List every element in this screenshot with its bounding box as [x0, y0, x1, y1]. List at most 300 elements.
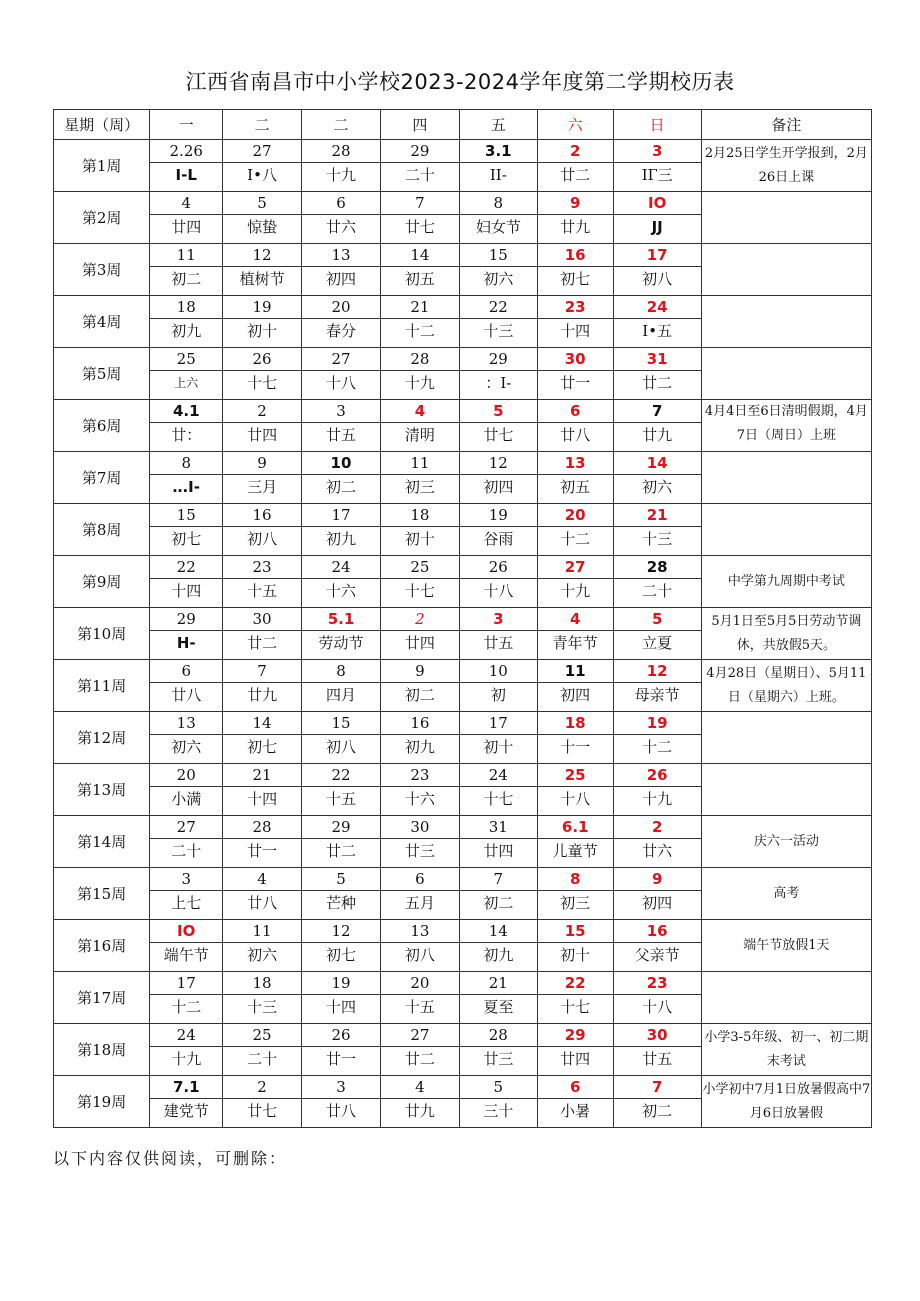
- day-cell-tue: [223, 972, 302, 1024]
- lunar-label: 廿九: [538, 214, 613, 241]
- date-number: 3: [493, 610, 504, 628]
- lunar-label: 初七: [302, 942, 380, 969]
- lunar-label: 初三: [538, 890, 613, 917]
- day-cell-sat: [537, 452, 613, 504]
- lunar-label: II-: [460, 162, 537, 189]
- day-cell-mon: [150, 400, 223, 452]
- week-label: 第10周: [54, 608, 150, 660]
- week-label: 第14周: [54, 816, 150, 868]
- day-cell-wed: [302, 608, 381, 660]
- date-number: 14: [646, 454, 668, 472]
- date-number: 5: [257, 194, 267, 212]
- day-cell-tue: [223, 296, 302, 348]
- date-number: 18: [564, 714, 586, 732]
- date-number: 10: [488, 662, 508, 680]
- date-number: 22: [176, 558, 196, 576]
- header-day-wed: 二: [302, 110, 381, 140]
- lunar-label: 廿三: [460, 1046, 537, 1073]
- lunar-label: 廿四: [381, 630, 459, 657]
- lunar-label: 廿四: [538, 1046, 613, 1073]
- day-cell-wed: [302, 972, 381, 1024]
- day-cell-sat: [537, 608, 613, 660]
- date-number: 21: [488, 974, 508, 992]
- date-number: 6: [181, 662, 191, 680]
- lunar-label: 父亲节: [614, 942, 701, 969]
- lunar-label: 廿二: [614, 370, 701, 397]
- lunar-label: 三十: [460, 1098, 537, 1125]
- date-number: 21: [410, 298, 430, 316]
- lunar-label: 廿八: [302, 1098, 380, 1125]
- lunar-label: 十三: [614, 526, 701, 553]
- day-cell-wed: [302, 660, 381, 712]
- lunar-label: 廿：: [150, 422, 222, 449]
- lunar-label: 初四: [460, 474, 537, 501]
- date-number: 19: [331, 974, 351, 992]
- day-cell-mon: [150, 348, 223, 400]
- day-cell-thu: [380, 504, 459, 556]
- date-number: 27: [410, 1026, 430, 1044]
- day-cell-wed: [302, 192, 381, 244]
- week-label: 第3周: [54, 244, 150, 296]
- footer-note: 以下内容仅供阅读，可删除：: [53, 1149, 288, 1168]
- date-number: 27: [176, 818, 196, 836]
- day-cell-sat: [537, 244, 613, 296]
- lunar-label: 十九: [150, 1046, 222, 1073]
- day-cell-sun: [613, 1076, 701, 1128]
- header-week: 星期（周）: [54, 110, 150, 140]
- lunar-label: 上七: [150, 890, 222, 917]
- date-number: 4: [181, 194, 191, 212]
- lunar-label: 廿五: [614, 1046, 701, 1073]
- day-cell-sun: [613, 712, 701, 764]
- day-cell-tue: [223, 816, 302, 868]
- note-text: 5月1日至5月5日劳动节调休，共放假5天。: [711, 613, 862, 653]
- week-row: [54, 660, 872, 712]
- lunar-label: 初八: [302, 734, 380, 761]
- lunar-label: 初二: [150, 266, 222, 293]
- day-cell-wed: [302, 920, 381, 972]
- date-number: 7: [493, 870, 504, 888]
- date-number: 24: [176, 1026, 196, 1044]
- week-label: 第4周: [54, 296, 150, 348]
- lunar-label: 母亲节: [614, 682, 701, 709]
- date-number: 9: [257, 454, 267, 472]
- week-row: [54, 1024, 872, 1076]
- note-cell: [701, 1076, 871, 1128]
- day-cell-fri: [459, 660, 537, 712]
- day-cell-sun: [613, 1024, 701, 1076]
- week-label: 第19周: [54, 1076, 150, 1128]
- lunar-label: 十七: [223, 370, 301, 397]
- lunar-label: ‥.I-: [150, 474, 222, 501]
- week-row: [54, 504, 872, 556]
- day-cell-mon: [150, 452, 223, 504]
- day-cell-sun: [613, 660, 701, 712]
- day-cell-sat: [537, 348, 613, 400]
- day-cell-thu: [380, 764, 459, 816]
- day-cell-sat: [537, 660, 613, 712]
- lunar-label: 初十: [460, 734, 537, 761]
- lunar-label: 十四: [302, 994, 380, 1021]
- date-number: 28: [410, 350, 430, 368]
- lunar-label: 立夏: [614, 630, 701, 657]
- day-cell-sun: [613, 244, 701, 296]
- day-cell-tue: [223, 868, 302, 920]
- school-calendar-table: [53, 109, 872, 1128]
- note-cell: [701, 296, 871, 348]
- note-cell: [701, 140, 871, 192]
- day-cell-wed: [302, 452, 381, 504]
- date-number: 5: [493, 402, 504, 420]
- date-number: 15: [176, 506, 196, 524]
- lunar-label: 十三: [460, 318, 537, 345]
- date-number: 20: [410, 974, 430, 992]
- lunar-label: 初五: [381, 266, 459, 293]
- date-number: 2: [257, 402, 267, 420]
- week-label: 第2周: [54, 192, 150, 244]
- note-text: [702, 296, 871, 347]
- date-number: 6: [569, 402, 581, 420]
- date-number: 30: [410, 818, 430, 836]
- lunar-label: 十二: [614, 734, 701, 761]
- date-number: 17: [488, 714, 508, 732]
- date-number: 12: [488, 454, 508, 472]
- date-number: 8: [181, 454, 191, 472]
- date-number: 29: [176, 610, 196, 628]
- note-text: [702, 712, 871, 763]
- day-cell-sun: [613, 348, 701, 400]
- lunar-label: 十八: [460, 578, 537, 605]
- week-label: 第8周: [54, 504, 150, 556]
- week-row: [54, 972, 872, 1024]
- header-day-sat: 六: [537, 110, 613, 140]
- lunar-label: 初九: [381, 734, 459, 761]
- week-label: 第12周: [54, 712, 150, 764]
- day-cell-thu: [380, 1024, 459, 1076]
- lunar-label: IГ三: [614, 162, 701, 189]
- day-cell-tue: [223, 348, 302, 400]
- week-label: 第11周: [54, 660, 150, 712]
- header-notes: 备注: [701, 110, 871, 140]
- date-number: 13: [331, 246, 351, 264]
- note-text: [702, 348, 871, 399]
- lunar-label: 十三: [223, 994, 301, 1021]
- date-number: 14: [488, 922, 508, 940]
- lunar-label: I•五: [614, 318, 701, 345]
- lunar-label: 廿五: [460, 630, 537, 657]
- day-cell-thu: [380, 712, 459, 764]
- note-cell: [701, 868, 871, 920]
- date-number: 22: [331, 766, 351, 784]
- day-cell-mon: [150, 660, 223, 712]
- day-cell-fri: [459, 296, 537, 348]
- day-cell-sat: [537, 400, 613, 452]
- lunar-label: 廿四: [223, 422, 301, 449]
- note-text: 庆六一活动: [753, 833, 819, 849]
- day-cell-tue: [223, 1076, 302, 1128]
- week-row: [54, 712, 872, 764]
- lunar-label: JJ: [614, 214, 701, 241]
- date-number: 26: [331, 1026, 351, 1044]
- lunar-label: 廿一: [223, 838, 301, 865]
- note-cell: [701, 400, 871, 452]
- date-number: IO: [648, 194, 667, 212]
- date-number: 22: [564, 974, 586, 992]
- date-number: 16: [410, 714, 430, 732]
- lunar-label: 初七: [538, 266, 613, 293]
- week-row: [54, 868, 872, 920]
- date-number: 2: [651, 818, 663, 836]
- lunar-label: 建党节: [150, 1098, 222, 1125]
- date-number: 25: [410, 558, 430, 576]
- lunar-label: 初四: [302, 266, 380, 293]
- note-text: 端午节放假1天: [743, 937, 830, 953]
- day-cell-mon: [150, 868, 223, 920]
- day-cell-thu: [380, 972, 459, 1024]
- date-number: 26: [488, 558, 508, 576]
- lunar-label: 初七: [223, 734, 301, 761]
- day-cell-thu: [380, 608, 459, 660]
- date-number: 12: [331, 922, 351, 940]
- day-cell-wed: [302, 296, 381, 348]
- lunar-label: 十七: [460, 786, 537, 813]
- header-row: [54, 110, 872, 140]
- note-text: 高考: [773, 885, 800, 901]
- day-cell-sat: [537, 1024, 613, 1076]
- lunar-label: 初四: [538, 682, 613, 709]
- date-number: 3: [336, 402, 346, 420]
- lunar-label: 初八: [223, 526, 301, 553]
- date-number: 26: [646, 766, 668, 784]
- date-number: 3.1: [485, 142, 512, 160]
- lunar-label: 三月: [223, 474, 301, 501]
- lunar-label: 初五: [538, 474, 613, 501]
- lunar-label: 上六: [150, 370, 222, 397]
- week-label: 第13周: [54, 764, 150, 816]
- lunar-label: 初十: [538, 942, 613, 969]
- day-cell-sun: [613, 972, 701, 1024]
- day-cell-sat: [537, 140, 613, 192]
- lunar-label: 五月: [381, 890, 459, 917]
- lunar-label: 十九: [381, 370, 459, 397]
- lunar-label: 廿六: [302, 214, 380, 241]
- note-text: 小学初中7月1日放暑假高中7月6日放暑假: [702, 1081, 871, 1121]
- day-cell-fri: [459, 712, 537, 764]
- day-cell-thu: [380, 400, 459, 452]
- date-number: 21: [252, 766, 272, 784]
- note-text: 小学3-5年级、初一、初二期末考试: [704, 1029, 869, 1069]
- lunar-label: 十一: [538, 734, 613, 761]
- day-cell-sun: [613, 556, 701, 608]
- date-number: 29: [564, 1026, 586, 1044]
- date-number: 16: [564, 246, 586, 264]
- day-cell-sat: [537, 920, 613, 972]
- date-number: 22: [488, 298, 508, 316]
- day-cell-fri: [459, 972, 537, 1024]
- date-number: 6: [336, 194, 346, 212]
- day-cell-sun: [613, 452, 701, 504]
- lunar-label: 十九: [614, 786, 701, 813]
- date-number: 3: [181, 870, 191, 888]
- date-number: 13: [410, 922, 430, 940]
- date-number: 7: [257, 662, 267, 680]
- day-cell-sun: [613, 504, 701, 556]
- date-number: 23: [646, 974, 668, 992]
- lunar-label: 廿七: [460, 422, 537, 449]
- lunar-label: 廿七: [223, 1098, 301, 1125]
- date-number: 18: [176, 298, 196, 316]
- day-cell-mon: [150, 1024, 223, 1076]
- lunar-label: 十五: [302, 786, 380, 813]
- date-number: 7: [415, 194, 425, 212]
- date-number: 6.1: [561, 818, 589, 836]
- lunar-label: 惊蛰: [223, 214, 301, 241]
- lunar-label: 初二: [381, 682, 459, 709]
- date-number: 25: [564, 766, 586, 784]
- date-number: 17: [331, 506, 351, 524]
- lunar-label: 廿四: [460, 838, 537, 865]
- lunar-label: 初三: [381, 474, 459, 501]
- day-cell-thu: [380, 452, 459, 504]
- lunar-label: 青年节: [538, 630, 613, 657]
- day-cell-wed: [302, 140, 381, 192]
- day-cell-sat: [537, 972, 613, 1024]
- note-cell: [701, 972, 871, 1024]
- note-text: [702, 452, 871, 503]
- day-cell-mon: [150, 192, 223, 244]
- day-cell-tue: [223, 1024, 302, 1076]
- lunar-label: 十二: [150, 994, 222, 1021]
- date-number: 26: [252, 350, 272, 368]
- date-number: 10: [330, 454, 352, 472]
- lunar-label: 廿一: [302, 1046, 380, 1073]
- day-cell-sat: [537, 816, 613, 868]
- date-number: 8: [569, 870, 581, 888]
- day-cell-wed: [302, 868, 381, 920]
- day-cell-fri: [459, 1024, 537, 1076]
- lunar-label: 廿二: [302, 838, 380, 865]
- note-cell: [701, 608, 871, 660]
- day-cell-tue: [223, 712, 302, 764]
- note-text: 4月28日（星期日）、5月11日（星期六）上班。: [706, 665, 867, 705]
- note-cell: [701, 348, 871, 400]
- date-number: 7.1: [172, 1078, 200, 1096]
- lunar-label: I-L: [150, 162, 222, 189]
- day-cell-sat: [537, 504, 613, 556]
- week-row: [54, 608, 872, 660]
- date-number: 5.1: [327, 610, 355, 628]
- lunar-label: 初九: [150, 318, 222, 345]
- lunar-label: ：I-: [460, 370, 537, 397]
- date-number: 29: [410, 142, 430, 160]
- lunar-label: 夏至: [460, 994, 537, 1021]
- date-number: 5: [651, 610, 663, 628]
- day-cell-fri: [459, 764, 537, 816]
- lunar-label: 儿童节: [538, 838, 613, 865]
- week-row: [54, 556, 872, 608]
- date-number: 9: [415, 662, 425, 680]
- day-cell-mon: [150, 556, 223, 608]
- date-number: 24: [488, 766, 508, 784]
- date-number: 24: [646, 298, 668, 316]
- day-cell-fri: [459, 816, 537, 868]
- day-cell-sun: [613, 192, 701, 244]
- week-row: [54, 764, 872, 816]
- lunar-label: 十二: [538, 526, 613, 553]
- date-number: 12: [646, 662, 668, 680]
- date-number: 25: [176, 350, 196, 368]
- lunar-label: 十八: [302, 370, 380, 397]
- date-number: 13: [176, 714, 196, 732]
- day-cell-tue: [223, 764, 302, 816]
- date-number: 13: [564, 454, 586, 472]
- day-cell-fri: [459, 192, 537, 244]
- note-text: [702, 244, 871, 295]
- lunar-label: 春分: [302, 318, 380, 345]
- note-cell: [701, 452, 871, 504]
- week-row: [54, 452, 872, 504]
- date-number: 19: [646, 714, 668, 732]
- date-number: 11: [176, 246, 196, 264]
- day-cell-tue: [223, 556, 302, 608]
- week-row: [54, 400, 872, 452]
- lunar-label: 初六: [614, 474, 701, 501]
- note-text: 2月25日学生开学报到，2月26日上课: [704, 145, 868, 185]
- lunar-label: 妇女节: [460, 214, 537, 241]
- lunar-label: 十六: [302, 578, 380, 605]
- date-number: 12: [252, 246, 272, 264]
- day-cell-sat: [537, 192, 613, 244]
- date-number: 14: [252, 714, 272, 732]
- date-number: 30: [646, 1026, 668, 1044]
- week-label: 第16周: [54, 920, 150, 972]
- date-number: 18: [410, 506, 430, 524]
- date-number: 15: [564, 922, 586, 940]
- day-cell-tue: [223, 244, 302, 296]
- date-number: 20: [176, 766, 196, 784]
- date-number: 28: [331, 142, 351, 160]
- date-number: 27: [252, 142, 272, 160]
- week-label: 第15周: [54, 868, 150, 920]
- day-cell-tue: [223, 504, 302, 556]
- lunar-label: H-: [150, 630, 222, 657]
- day-cell-sun: [613, 400, 701, 452]
- date-number: 31: [646, 350, 668, 368]
- date-number: 30: [252, 610, 272, 628]
- date-number: 2: [569, 142, 581, 160]
- week-row: [54, 296, 872, 348]
- day-cell-thu: [380, 1076, 459, 1128]
- week-label: 第17周: [54, 972, 150, 1024]
- date-number: 27: [331, 350, 351, 368]
- header-day-tue: 二: [223, 110, 302, 140]
- day-cell-tue: [223, 140, 302, 192]
- lunar-label: 初八: [614, 266, 701, 293]
- date-number: 7: [651, 402, 663, 420]
- day-cell-wed: [302, 816, 381, 868]
- lunar-label: 初二: [460, 890, 537, 917]
- lunar-label: 二十: [223, 1046, 301, 1073]
- day-cell-thu: [380, 348, 459, 400]
- note-text: [702, 192, 871, 243]
- day-cell-mon: [150, 504, 223, 556]
- date-number: 29: [488, 350, 508, 368]
- date-number: 3: [336, 1078, 346, 1096]
- date-number: 4.1: [172, 402, 200, 420]
- day-cell-sun: [613, 140, 701, 192]
- date-number: 11: [252, 922, 272, 940]
- note-text: 4月4日至6日清明假期，4月7日（周日）上班: [704, 404, 868, 443]
